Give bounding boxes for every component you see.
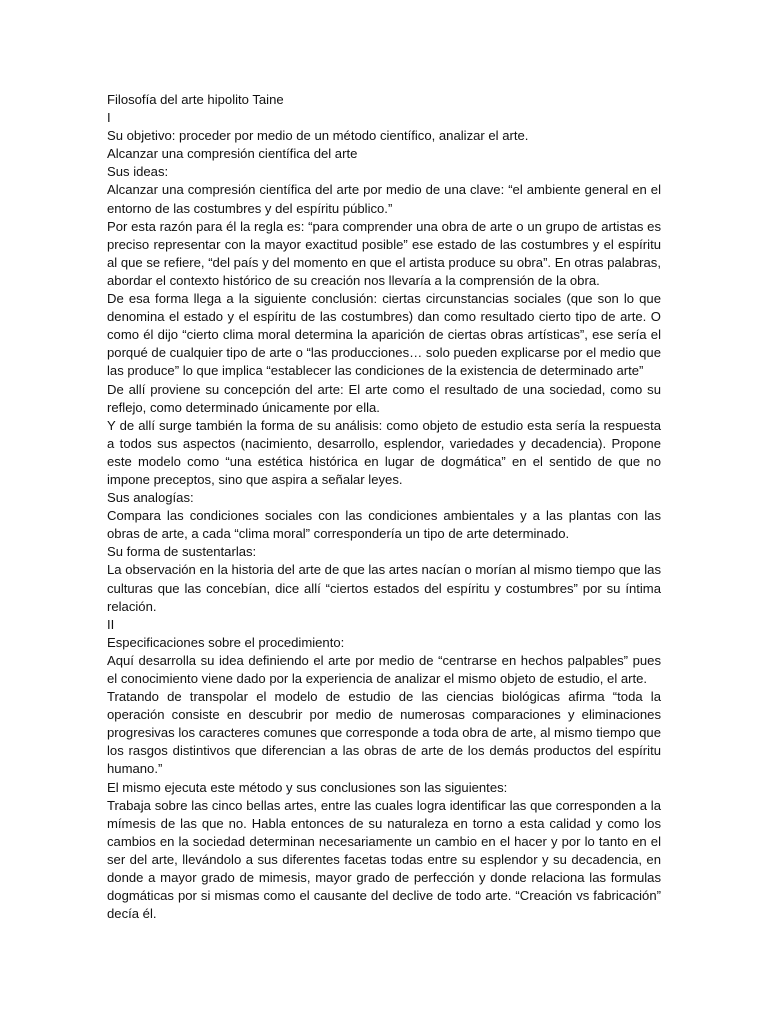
subheading-ideas: Sus ideas: <box>107 164 169 180</box>
paragraph: De esa forma llega a la siguiente conclusión: ciertas circunstancias sociales (que son lo que denomina el estado y el espíritu de las costumbres) dan como resultado cierto tipo de arte. O como él dijo “cierto clima moral determina la aparición de ciertas obras artísticas”, ese sería el porqué de cualquier tipo de arte o “las producciones… solo pueden explicarse por el medio que las produce” lo que implica “establecer las condiciones de la existencia de determinado arte” <box>107 291 661 379</box>
subheading-procedure: Especificaciones sobre el procedimiento: <box>107 634 345 650</box>
document-title: Filosofía del arte hipolito Taine <box>107 92 284 107</box>
paragraph: Compara las condiciones sociales con las condiciones ambientales y a las plantas con las obras de arte, a cada “clima moral” correspondería un tipo de arte determinado. <box>107 508 661 542</box>
paragraph: Trabaja sobre las cinco bellas artes, entre las cuales logra identificar las que corresponden a la mímesis de las que no. Habla entonces de su naturaleza en torno a esta calidad y como los cambios en la sociedad determinan necesariamente un cambio en el hacer y por lo tanto en el ser del arte, llevándolo a sus diferentes facetas todas entre su esplendor y su decadencia, en donde a mayor grado de mimesis, mayor grado de perfección y donde relaciona las formulas dogmáticas por si mismas como el causante del declive de todo arte. “Creación vs fabricación” decía él. <box>107 797 661 922</box>
paragraph: Su objetivo: proceder por medio de un método científico, analizar el arte. <box>107 128 529 144</box>
section-number-2: II <box>107 616 115 632</box>
subheading-analogies: Sus analogías: <box>107 490 194 506</box>
paragraph: Y de allí surge también la forma de su análisis: como objeto de estudio esta sería la respuesta a todos sus aspectos (nacimiento, desarrollo, esplendor, variedades y decadencia). Propone este modelo como “una estética histórica en lugar de dogmática” en el sentido de que no impone preceptos, sino que aspira a señalar leyes. <box>107 417 661 487</box>
paragraph: Aquí desarrolla su idea definiendo el arte por medio de “centrarse en hechos palpables” pues el conocimiento viene dado por la experiencia de analizar el mismo objeto de estudio, el arte. <box>107 652 661 686</box>
subheading-support: Su forma de sustentarlas: <box>107 544 257 560</box>
paragraph: Alcanzar una compresión científica del arte por medio de una clave: “el ambiente general en el entorno de las costumbres y del espíritu público.” <box>107 182 661 216</box>
document-body <box>107 91 661 923</box>
paragraph: El mismo ejecuta este método y sus conclusiones son las siguientes: <box>107 779 508 795</box>
paragraph: Por esta razón para él la regla es: “para comprender una obra de arte o un grupo de artistas es preciso representar con la mayor exactitud posible” ese estado de las costumbres y el espíritu al que se refiere, “del país y del momento en que el artista produce su obra”. En otras palabras, abordar el contexto histórico de su creación nos llevaría a la comprensión de la obra. <box>107 218 661 288</box>
paragraph: Tratando de transpolar el modelo de estudio de las ciencias biológicas afirma “toda la operación consiste en descubrir por medio de numerosas comparaciones y eliminaciones progresivas los caracteres comunes que corresponde a toda obra de arte, al mismo tiempo que los rasgos distintivos que diferencian a las obras de arte de los demás productos del espíritu humano.” <box>107 689 661 777</box>
paragraph: La observación en la historia del arte de que las artes nacían o morían al mismo tiempo que las culturas que las concebían, dice allí “ciertos estados del espíritu y costumbres” por su íntima relación. <box>107 562 661 614</box>
section-number-1: I <box>107 110 111 126</box>
paragraph: De allí proviene su concepción del arte: El arte como el resultado de una sociedad, como su reflejo, como determinado únicamente por ella. <box>107 381 661 415</box>
paragraph: Alcanzar una compresión científica del arte <box>107 146 358 162</box>
